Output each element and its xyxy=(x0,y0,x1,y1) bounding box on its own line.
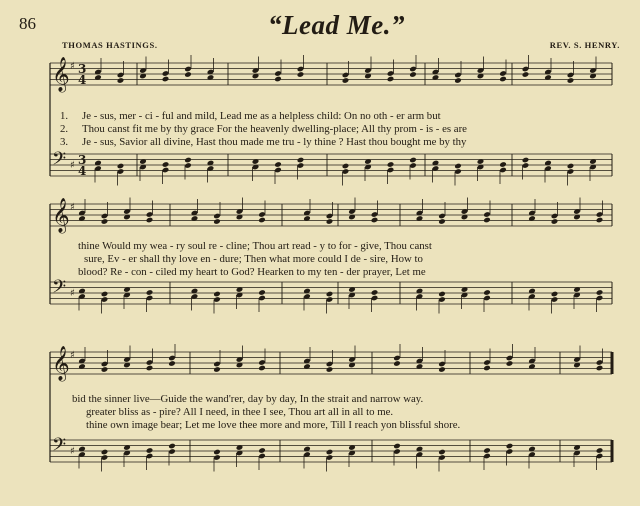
sharp-key-signature-icon: ♯ xyxy=(70,160,75,171)
sharp-key-signature-icon: ♯ xyxy=(70,202,75,213)
lyric-line: Thou canst fit me by thy grace For the heavenly dwelling-place; All thy prom - is - es are xyxy=(82,123,467,135)
verse-number-1: 1. xyxy=(60,110,69,122)
notehead xyxy=(213,366,221,373)
notehead xyxy=(168,443,176,450)
notehead xyxy=(454,77,462,84)
notehead xyxy=(117,163,125,170)
lyric-line: Je - sus, Savior all divine, Hast thou made me tru - ly thine ? Hast thou bought me by thy xyxy=(82,136,467,148)
notehead xyxy=(393,360,401,367)
notehead xyxy=(438,366,446,373)
treble-clef-icon: 𝄞 xyxy=(52,346,70,381)
notehead xyxy=(326,291,334,298)
notehead xyxy=(117,77,125,84)
notehead xyxy=(483,217,491,224)
notehead xyxy=(522,157,530,164)
notehead xyxy=(326,449,334,456)
notehead xyxy=(326,366,334,373)
words-credit: THOMAS HASTINGS. xyxy=(62,40,158,50)
notehead xyxy=(387,161,395,168)
notehead xyxy=(146,217,154,224)
notehead xyxy=(499,161,507,168)
notehead xyxy=(596,217,604,224)
notehead xyxy=(371,217,379,224)
bass-clef-icon: 𝄢 xyxy=(52,277,67,302)
notehead xyxy=(551,291,559,298)
notehead xyxy=(274,76,282,83)
sharp-key-signature-icon: ♯ xyxy=(70,288,75,299)
treble-clef-icon: 𝄞 xyxy=(52,198,70,233)
notehead xyxy=(483,365,491,372)
notehead xyxy=(146,365,154,372)
notehead xyxy=(258,447,266,454)
notehead xyxy=(522,71,530,78)
treble-clef-icon: 𝄞 xyxy=(52,57,70,92)
lyric-line: thine own image bear; Let me love thee more and more, Till I reach yon blissful shore. xyxy=(86,419,461,431)
lyric-line: bid the sinner live—Guide the wand'rer, day by day, In the strait and narrow way. xyxy=(72,393,424,405)
notehead xyxy=(274,161,282,168)
notehead xyxy=(409,157,417,164)
notehead xyxy=(101,218,109,225)
verse-number-2: 2. xyxy=(60,123,69,135)
page-number: 86 xyxy=(19,14,36,33)
notehead xyxy=(596,365,604,372)
notehead xyxy=(297,71,305,78)
notehead xyxy=(213,291,221,298)
notehead xyxy=(162,76,170,83)
bass-clef-icon: 𝄢 xyxy=(52,149,67,174)
time-signature-bottom: 4 xyxy=(78,73,87,87)
notehead xyxy=(213,449,221,456)
notehead xyxy=(483,289,491,296)
notehead xyxy=(393,443,401,450)
music-credit: REV. S. HENRY. xyxy=(549,40,620,50)
notehead xyxy=(387,76,395,83)
notehead xyxy=(342,77,350,84)
notehead xyxy=(551,218,559,225)
notehead xyxy=(184,71,192,78)
notehead xyxy=(371,289,379,296)
notehead xyxy=(258,289,266,296)
verse-number-3: 3. xyxy=(60,136,69,148)
notehead xyxy=(101,366,109,373)
notehead xyxy=(483,447,491,454)
sharp-key-signature-icon: ♯ xyxy=(70,446,75,457)
notehead xyxy=(101,449,109,456)
bass-clef-icon: 𝄢 xyxy=(52,435,67,460)
notehead xyxy=(438,218,446,225)
notehead xyxy=(297,157,305,164)
time-signature-top: 3 xyxy=(78,153,87,167)
notehead xyxy=(596,289,604,296)
sharp-key-signature-icon: ♯ xyxy=(70,350,75,361)
notehead xyxy=(258,217,266,224)
time-signature-bottom: 4 xyxy=(78,164,87,178)
notehead xyxy=(409,71,417,78)
notehead xyxy=(162,161,170,168)
lyric-line: thine Would my wea - ry soul re - cline; Thou art read - y to for - give, Thou canst xyxy=(78,240,432,252)
time-signature-top: 3 xyxy=(78,62,87,76)
notehead xyxy=(596,447,604,454)
notehead xyxy=(342,163,350,170)
lyric-line: greater bliss as - pire? All I need, in thee I see, Thou art all in all to me. xyxy=(86,406,394,418)
notehead xyxy=(146,289,154,296)
notehead xyxy=(567,163,575,170)
notehead xyxy=(506,443,514,450)
notehead xyxy=(146,447,154,454)
sharp-key-signature-icon: ♯ xyxy=(70,61,75,72)
notehead xyxy=(438,449,446,456)
notehead xyxy=(506,360,514,367)
lyric-line: Je - sus, mer - ci - ful and mild, Lead me as a helpless child: On no oth - er arm but xyxy=(82,110,441,122)
notehead xyxy=(101,291,109,298)
lyric-line: blood? Re - con - ciled my heart to God? Hearken to my ten - der prayer, Let me xyxy=(78,266,426,278)
notehead xyxy=(258,365,266,372)
hymn-title: “Lead Me.” xyxy=(268,10,405,40)
lyric-line: sure, Ev - er shall thy love en - dure; Then what more could I de - sire, How to xyxy=(84,253,423,265)
notehead xyxy=(567,77,575,84)
notehead xyxy=(499,76,507,83)
notehead xyxy=(184,157,192,164)
notehead xyxy=(326,218,334,225)
notehead xyxy=(438,291,446,298)
notehead xyxy=(168,360,176,367)
notehead xyxy=(454,163,462,170)
notehead xyxy=(213,218,221,225)
